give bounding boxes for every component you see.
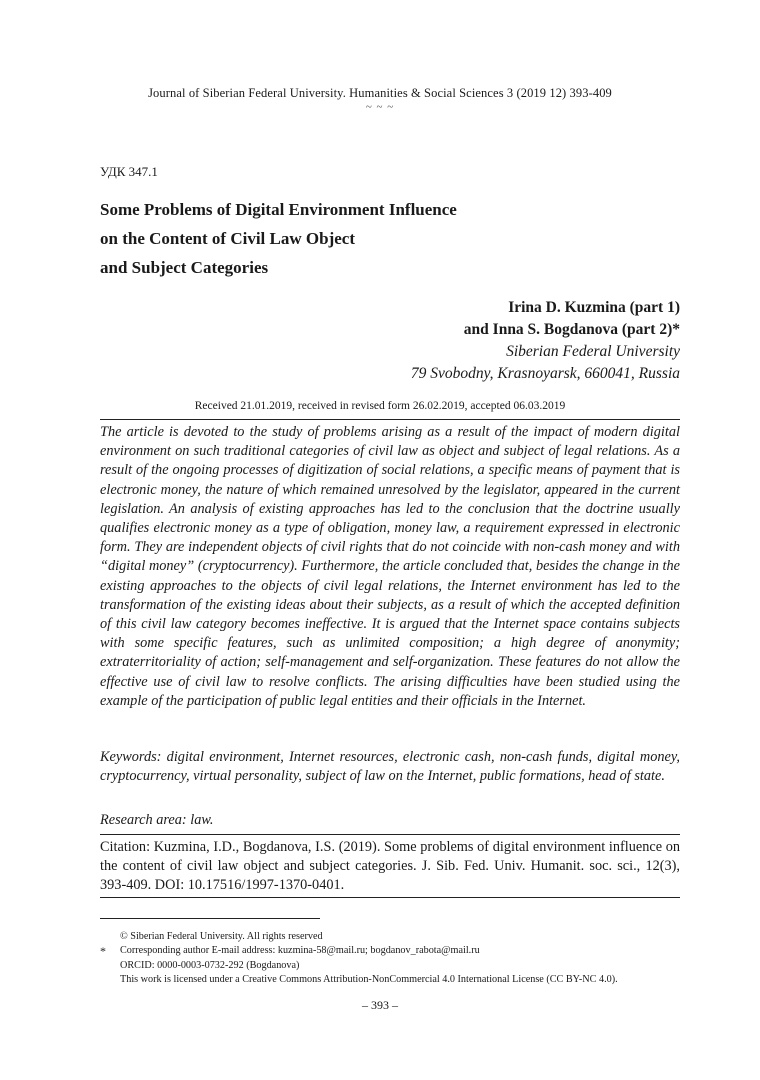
citation-bottom-rule — [100, 897, 680, 898]
citation-top-rule — [100, 834, 680, 835]
title-line-1: Some Problems of Digital Environment Influence — [100, 200, 457, 219]
affiliation: Siberian Federal University — [506, 343, 680, 360]
citation: Citation: Kuzmina, I.D., Bogdanova, I.S. (2019). Some problems of digital environment influence on the content of civil law object and subject categories. J. Sib. Fed. Univ. Humanit. soc. sci., 12(3), 393-409. DOI: 10.17516/1997-1370-0401. — [100, 839, 680, 894]
footnote-corresponding: Corresponding author E-mail address: kuzmina-58@mail.ru; bogdanov_rabota@mail.ru — [120, 945, 480, 957]
udk-code: УДК 347.1 — [100, 164, 158, 179]
header-ornament: ~ ~ ~ — [365, 101, 395, 113]
research-area: Research area: law. — [100, 812, 214, 828]
author-2: and Inna S. Bogdanova (part 2)* — [463, 321, 680, 338]
abstract-top-rule — [100, 419, 680, 420]
footnote-orcid: ORCID: 0000-0003-0732-292 (Bogdanova) — [120, 959, 300, 971]
author-1: Irina D. Kuzmina (part 1) — [508, 299, 680, 316]
author-block — [411, 297, 680, 385]
received-dates: Received 21.01.2019, received in revised form 26.02.2019, accepted 06.03.2019 — [194, 400, 566, 412]
title-line-3: and Subject Categories — [100, 258, 269, 277]
footnotes — [120, 930, 690, 988]
footnote-rule — [100, 918, 320, 919]
footnote-license: This work is licensed under a Creative Commons Attribution-NonCommercial 4.0 International License (CC BY-NC 4.0). — [120, 974, 618, 986]
page-number: – 393 – — [362, 998, 398, 1012]
article-title — [100, 195, 660, 282]
title-line-2: on the Content of Civil Law Object — [100, 229, 355, 248]
abstract: The article is devoted to the study of problems arising as a result of the impact of modern digital environment on such traditional categories of civil law as object and subject of legal relations. As a result of the ongoing processes of digitization of social relations, a specific means of payment that is electronic money, the nature of which remained unresolved by the legislator, appeared in the current legislation. An analysis of existing approaches has led to the conclusion that the doctrine usually qualifies electronic money as a type of obligation, money law, a requirement expressed in electronic form. They are independent objects of civil rights that do not coincide with non-cash money and with “digital money” (cryptocurrency). Furthermore, the article concluded that, besides the change in the existing approaches to the objects of civil legal relations, the Internet environment has led to the transformation of the existing ideas about their subjects, as a result of which the accepted definition of this civil law category becomes ineffective. It is argued that the Internet space contains subjects with some specific features, such as unlimited composition; a high degree of anonymity; extraterritoriality of action; self-management and self-organization. These features do not allow the effective use of civil law to resolve conflicts. The arising difficulties have been studied using the example of the participation of public legal entities and their officials in the Internet. — [100, 424, 680, 709]
address: 79 Svobodny, Krasnoyarsk, 660041, Russia — [410, 365, 680, 382]
journal-header: Journal of Siberian Federal University. Humanities & Social Sciences 3 (2019 12) 393-409 — [148, 86, 612, 100]
keywords: Keywords: digital environment, Internet resources, electronic cash, non-cash funds, digital money, cryptocurrency, virtual personality, subject of law on the Internet, public formations, head of state. — [100, 749, 680, 785]
footnote-asterisk: * — [100, 944, 106, 958]
footnote-copyright: © Siberian Federal University. All rights reserved — [120, 931, 323, 942]
